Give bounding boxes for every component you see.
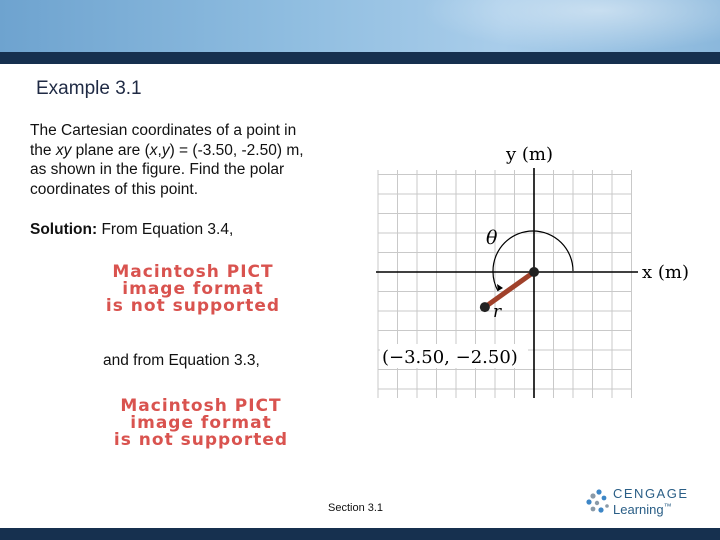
top-banner [0, 0, 720, 52]
problem-line-2-comma: , [157, 141, 162, 159]
theta-label: θ [486, 227, 498, 249]
and-from-text: and from Equation 3.3, [103, 352, 260, 369]
problem-statement [30, 121, 360, 199]
theta-arrowhead [497, 284, 503, 291]
pict1-line-1: Macintosh PICT [112, 262, 274, 282]
xy-italic: xy [55, 141, 72, 159]
problem-line-1: The Cartesian coordinates of a point in [30, 122, 297, 139]
problem-line-4: coordinates of this point. [30, 180, 199, 198]
point-coordinate-label: (−3.50, −2.50) [382, 347, 518, 368]
polar-coordinates-figure [376, 140, 706, 402]
y-axis-label: y (m) [506, 144, 554, 165]
problem-line-2-mid: plane are ( [71, 141, 150, 159]
solution-text: From Equation 3.4, [97, 221, 234, 238]
r-label: r [493, 302, 502, 322]
logo-word-learning [613, 502, 672, 517]
banner-glow [420, 0, 720, 52]
problem-line-2-prefix: the [30, 141, 56, 159]
cengage-logo [585, 486, 695, 522]
problem-line-3: as shown in the figure. Find the polar [30, 161, 285, 178]
section-footer: Section 3.1 [328, 502, 384, 514]
problem-line-2 [30, 141, 360, 161]
theta-arc [493, 231, 573, 291]
top-rule [0, 52, 720, 64]
solution-line [30, 221, 233, 239]
logo-learning-text: Learning [613, 502, 664, 517]
solution-label: Solution: [30, 221, 98, 238]
slide-title: Example 3.1 [36, 78, 142, 99]
origin-point [529, 267, 539, 277]
bottom-rule [0, 528, 720, 540]
unsupported-image-placeholder-2 [78, 398, 324, 449]
logo-word-cengage: CENGAGE [613, 486, 689, 501]
problem-line-2-end: ) = (-3.50, -2.50) m, [169, 141, 304, 159]
pict1-line-3: is not supported [105, 296, 281, 316]
x-italic: x [149, 141, 158, 159]
unsupported-image-placeholder-1 [80, 264, 306, 315]
cengage-dots-icon [585, 488, 611, 518]
data-point [480, 302, 490, 312]
y-italic: y [161, 141, 170, 159]
x-axis-label: x (m) [642, 262, 689, 283]
pict2-line-1: Macintosh PICT [120, 396, 282, 416]
pict2-line-3: is not supported [113, 430, 289, 450]
pict2-line-2: image format [130, 413, 272, 433]
pict1-line-2: image format [122, 279, 264, 299]
logo-trademark: ™ [663, 502, 672, 511]
